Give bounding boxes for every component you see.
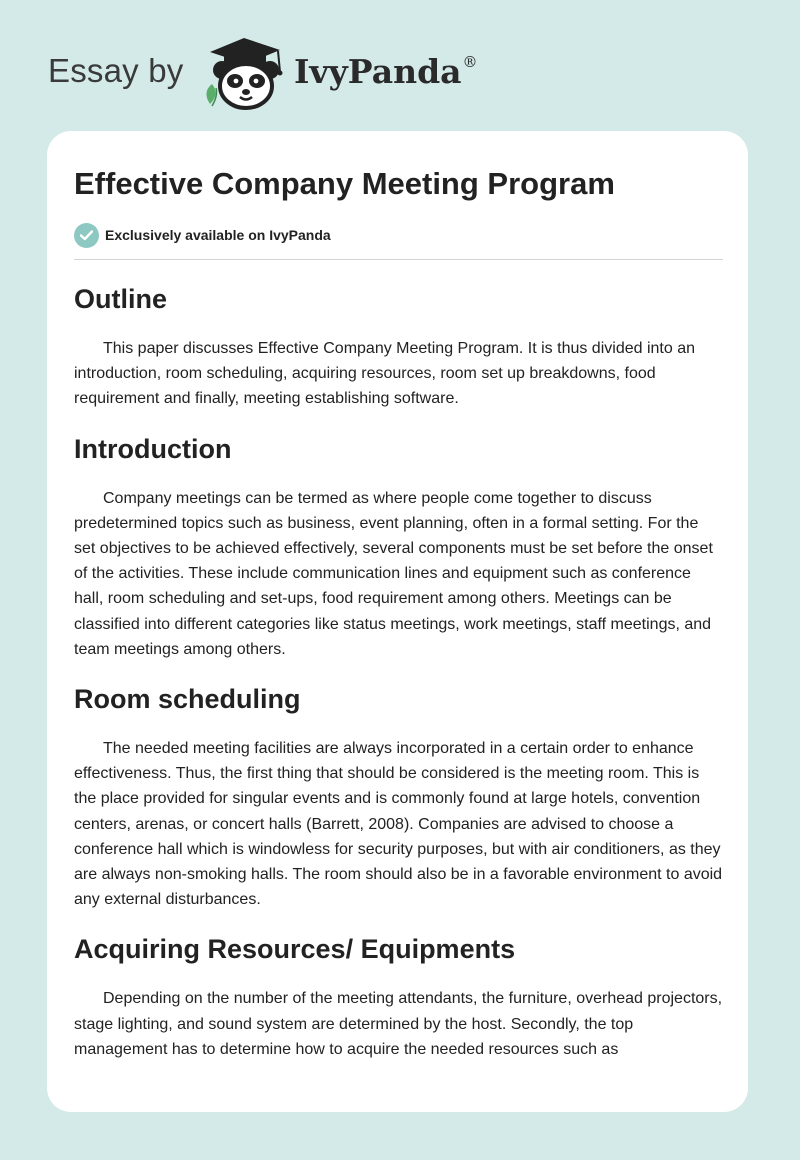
check-icon [74,223,99,248]
brand-prefix: Essay by [48,52,184,89]
section-paragraph-introduction: Company meetings can be termed as where people come together to discuss predetermined topics such as business, event planning, often in a formal setting. For the set objectives to be achieved effectively, several components must be set before the onset of the activities. These include communication lines and equipment such as conference hall, room scheduling and set-ups, food requirement among others. Meetings can be classified into different categories like status meetings, work meetings, staff meetings, and team meetings among others. [74,489,713,658]
divider [74,259,723,260]
brand-name[interactable] [294,52,478,91]
essay-card [47,131,748,1112]
section-paragraph-outline: This paper discusses Effective Company Meeting Program. It is thus divided into an introduction, room scheduling, acquiring resources, room set up breakdowns, food requirement and finally, meeting establishing software. [74,340,695,408]
page-title: Effective Company Meeting Program [74,166,615,201]
section-heading-room-scheduling: Room scheduling [74,684,301,715]
site-header [0,0,800,120]
brand-name-text: IvyPanda [294,52,462,91]
section-paragraph-acquiring-resources: Depending on the number of the meeting attendants, the furniture, overhead projectors, stage lighting, and sound system are determined by the host. Secondly, the top management has to determine how to acquire the needed resources such as [74,990,723,1058]
panda-logo-icon[interactable] [200,34,292,110]
essay-content [74,165,724,1062]
section-heading-outline: Outline [74,284,167,314]
availability-badge [74,222,724,248]
section-heading-acquiring-resources: Acquiring Resources/ Equipments [74,934,516,965]
badge-label: Exclusively available on IvyPanda [105,227,331,243]
registered-mark: ® [462,53,478,71]
section-heading-introduction: Introduction [74,433,232,464]
section-paragraph-room-scheduling: The needed meeting facilities are always incorporated in a certain order to enhance effectiveness. Thus, the first thing that should be considered is the meeting room. This is the place provided for singular events and is commonly found at large hotels, convention centers, arenas, or concert halls (Barrett, 2008). Companies are advised to choose a conference hall which is windowless for security purposes, but with air conditioners, as they are always non-smoking halls. The room should also be in a favorable environment to avoid any external disturbances. [74,740,723,909]
